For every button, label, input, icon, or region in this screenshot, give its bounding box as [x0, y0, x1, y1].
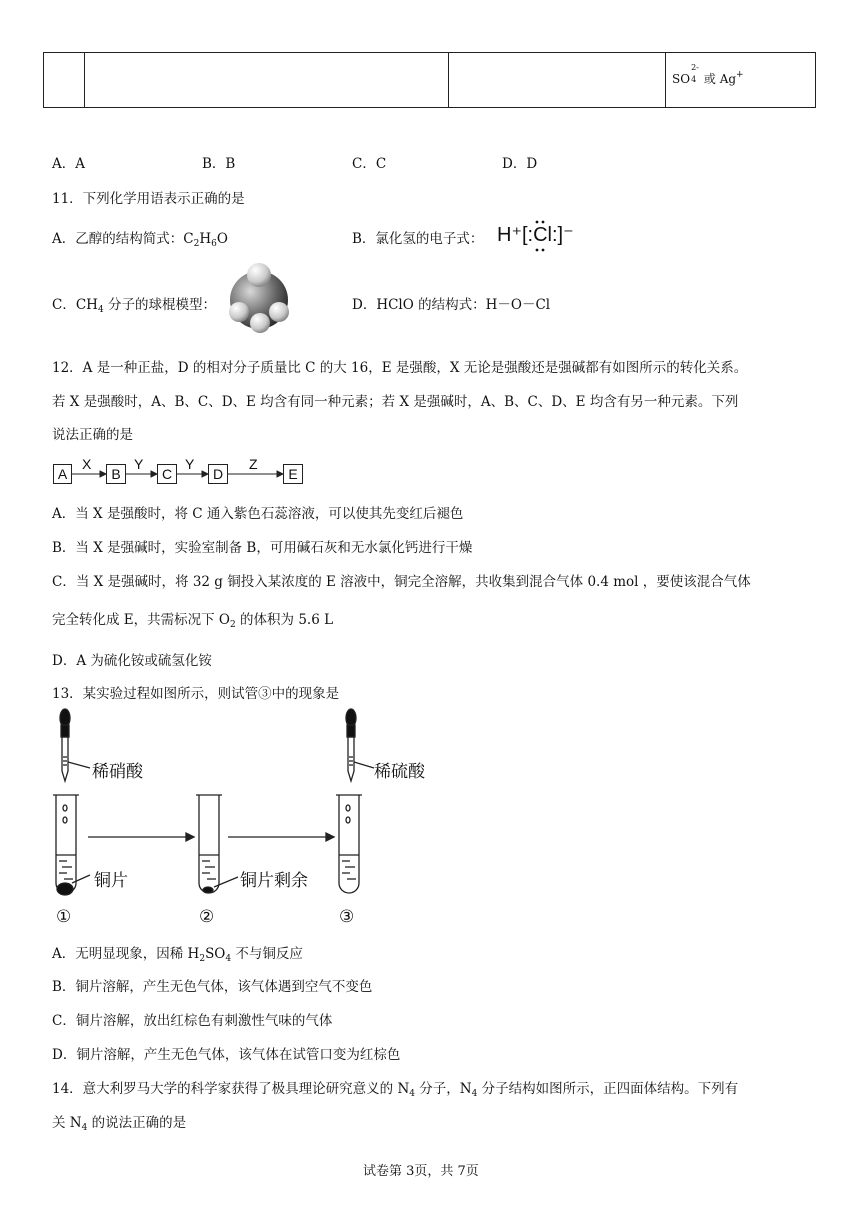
q11-option-d[interactable]: D．HClO 的结构式：H－O－Cl — [352, 297, 551, 313]
q13-option-c[interactable]: C．铜片溶解，放出红棕色有刺激性气味的气体 — [52, 1013, 333, 1029]
flow-box-b: B — [106, 464, 126, 484]
flow-label-y1: Y — [134, 456, 144, 472]
table-col-divider — [665, 53, 666, 107]
q10-option-c[interactable]: C．C — [352, 156, 387, 172]
answer-table-fragment — [43, 52, 816, 108]
label-dilute-nitric-acid: 稀硝酸 — [92, 762, 143, 782]
table-col-divider — [84, 53, 85, 107]
flow-box-d: D — [208, 464, 228, 484]
q12-option-b[interactable]: B．当 X 是强碱时，实验室制备 B，可用碱石灰和无水氯化钙进行干燥 — [52, 540, 473, 556]
flow-arrows — [72, 466, 284, 482]
label-copper-remaining: 铜片剩余 — [240, 871, 308, 891]
table-ion-cell: SO 2- 4 或 Ag+ — [672, 63, 744, 86]
flow-box-a: A — [53, 464, 72, 484]
q12-stem-line3: 说法正确的是 — [52, 427, 133, 443]
hcl-electron-formula: H⁺[:Cl:]⁻ — [497, 224, 574, 246]
flow-label-x: X — [82, 456, 92, 472]
label-copper-sheet: 铜片 — [94, 871, 128, 891]
q13-option-d[interactable]: D．铜片溶解，产生无色气体，该气体在试管口变为红棕色 — [52, 1047, 401, 1063]
tube-number-1: ① — [56, 907, 72, 927]
q13-option-a[interactable]: A．无明显现象，因稀 $H_2SO_4$ 不与铜反应 — [52, 946, 303, 964]
q12-option-a[interactable]: A．当 X 是强酸时，将 C 通入紫色石蕊溶液，可以使其先变红后褪色 — [52, 506, 464, 522]
q12-option-c-line1[interactable]: C．当 X 是强碱时，将 32 g 铜投入某浓度的 E 溶液中，铜完全溶解，共收集到混合气体 0.4 mol ，要使该混合气体 — [52, 574, 751, 590]
q11-option-c[interactable]: C．$CH_4$ 分子的球棍模型： — [52, 297, 216, 315]
label-dilute-sulfuric-acid: 稀硫酸 — [374, 762, 425, 782]
tube-number-3: ③ — [339, 907, 355, 927]
q11-option-a[interactable]: A．乙醇的结构简式：$C_2H_6O$ — [52, 231, 228, 249]
q14-stem-line1: 14．意大利罗马大学的科学家获得了极具理论研究意义的 $N_4$ 分子，$N_4$ 分子结构如图所示，正四面体结构。下列有 — [52, 1081, 739, 1099]
q14-stem-line2: 关 $N_4$ 的说法正确的是 — [52, 1115, 187, 1133]
q12-stem-line1: 12．A 是一种正盐，D 的相对分子质量比 C 的大 16，E 是强酸，X 无论是强酸还是强碱都有如图所示的转化关系。 — [52, 360, 748, 376]
q12-stem-line2: 若 X 是强酸时，A、B、C、D、E 均含有同一种元素；若 X 是强碱时，A、B、C、D、E 均含有另一种元素。下列 — [52, 394, 739, 410]
tube-number-2: ② — [199, 907, 215, 927]
page-footer: 试卷第 3页，共 7页 — [363, 1164, 479, 1179]
q10-option-b[interactable]: B．B — [202, 156, 236, 172]
q13-option-b[interactable]: B．铜片溶解，产生无色气体，该气体遇到空气不变色 — [52, 979, 373, 995]
electron-dots-icon — [533, 219, 553, 253]
q12-option-d[interactable]: D．A 为硫化铵或硫氢化铵 — [52, 653, 212, 669]
q11-option-b[interactable]: B．氯化氢的电子式： — [352, 231, 484, 247]
q10-option-d[interactable]: D．D — [502, 156, 538, 172]
flow-label-y2: Y — [185, 456, 195, 472]
table-col-divider — [448, 53, 449, 107]
flow-box-e: E — [283, 464, 303, 484]
ch4-ball-stick-model-icon — [224, 262, 294, 334]
q11-stem: 11．下列化学用语表示正确的是 — [52, 191, 245, 207]
q10-option-a[interactable]: A．A — [52, 156, 85, 172]
q13-stem: 13．某实验过程如图所示，则试管③中的现象是 — [52, 686, 340, 702]
flow-label-z: Z — [249, 456, 258, 472]
flow-box-c: C — [157, 464, 177, 484]
q12-option-c-line2: 完全转化成 E，共需标况下 $O_2$ 的体积为 5.6 L — [52, 612, 334, 630]
q13-experiment-figure — [48, 705, 438, 935]
